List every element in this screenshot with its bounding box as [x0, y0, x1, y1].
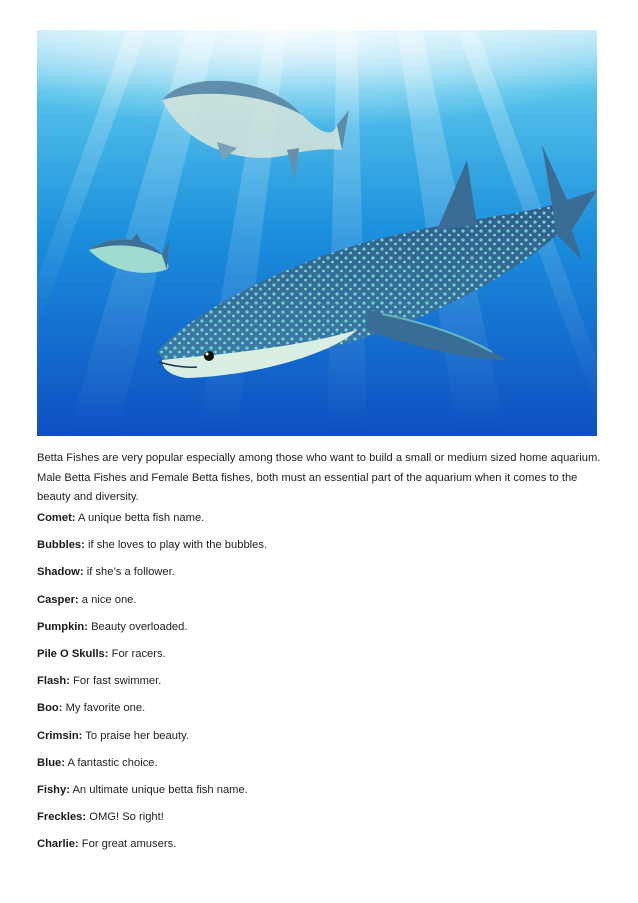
- list-item: [37, 537, 603, 564]
- name-description: OMG! So right!: [86, 811, 164, 824]
- fish-name: Bubbles:: [37, 539, 85, 552]
- list-item: [37, 782, 603, 809]
- list-item: [37, 728, 603, 755]
- fish-name: Pile O Skulls:: [37, 647, 109, 660]
- fish-name: Casper:: [37, 593, 79, 606]
- betta-name-list: [37, 510, 603, 863]
- name-description: if she’s a follower.: [83, 566, 175, 579]
- ocean-scene-image: [37, 30, 597, 436]
- name-description: a nice one.: [78, 593, 137, 606]
- fish-name: Crimsin:: [37, 729, 83, 742]
- fish-name: Blue:: [37, 756, 65, 769]
- fish-name: Charlie:: [37, 838, 79, 851]
- list-item: [37, 836, 603, 863]
- list-item: [37, 673, 603, 700]
- list-item: [37, 646, 603, 673]
- name-description: To praise her beauty.: [82, 729, 189, 742]
- list-item: [37, 755, 603, 782]
- name-description: A fantastic choice.: [64, 756, 158, 769]
- name-description: For racers.: [108, 647, 166, 660]
- fish-name: Flash:: [37, 675, 70, 688]
- fish-name: Fishy:: [37, 783, 70, 796]
- intro-paragraph: Betta Fishes are very popular especially among those who want to build a small or medium sized home aquarium. Male Betta Fishes and Female Betta fishes, both must an essential part of the aquarium when it comes to the beauty and diversity.: [37, 452, 601, 503]
- name-description: if she loves to play with the bubbles.: [84, 539, 268, 552]
- list-item: [37, 592, 603, 619]
- fish-name: Comet:: [37, 512, 76, 524]
- name-description: Beauty overloaded.: [87, 620, 188, 633]
- list-item: [37, 809, 603, 836]
- name-description: For fast swimmer.: [69, 675, 162, 688]
- list-item: [37, 510, 603, 537]
- name-description: An ultimate unique betta fish name.: [69, 783, 248, 796]
- name-description: My favorite one.: [62, 702, 146, 715]
- name-description: A unique betta fish name.: [75, 512, 205, 524]
- whale-shark-illustration: [37, 30, 597, 436]
- fish-name: Boo:: [37, 702, 63, 715]
- fish-name: Pumpkin:: [37, 620, 88, 633]
- fish-name: Freckles:: [37, 811, 87, 824]
- list-item: [37, 700, 603, 727]
- fish-name: Shadow:: [37, 566, 84, 579]
- list-item: [37, 564, 603, 591]
- name-description: For great amusers.: [78, 838, 177, 851]
- list-item: [37, 619, 603, 646]
